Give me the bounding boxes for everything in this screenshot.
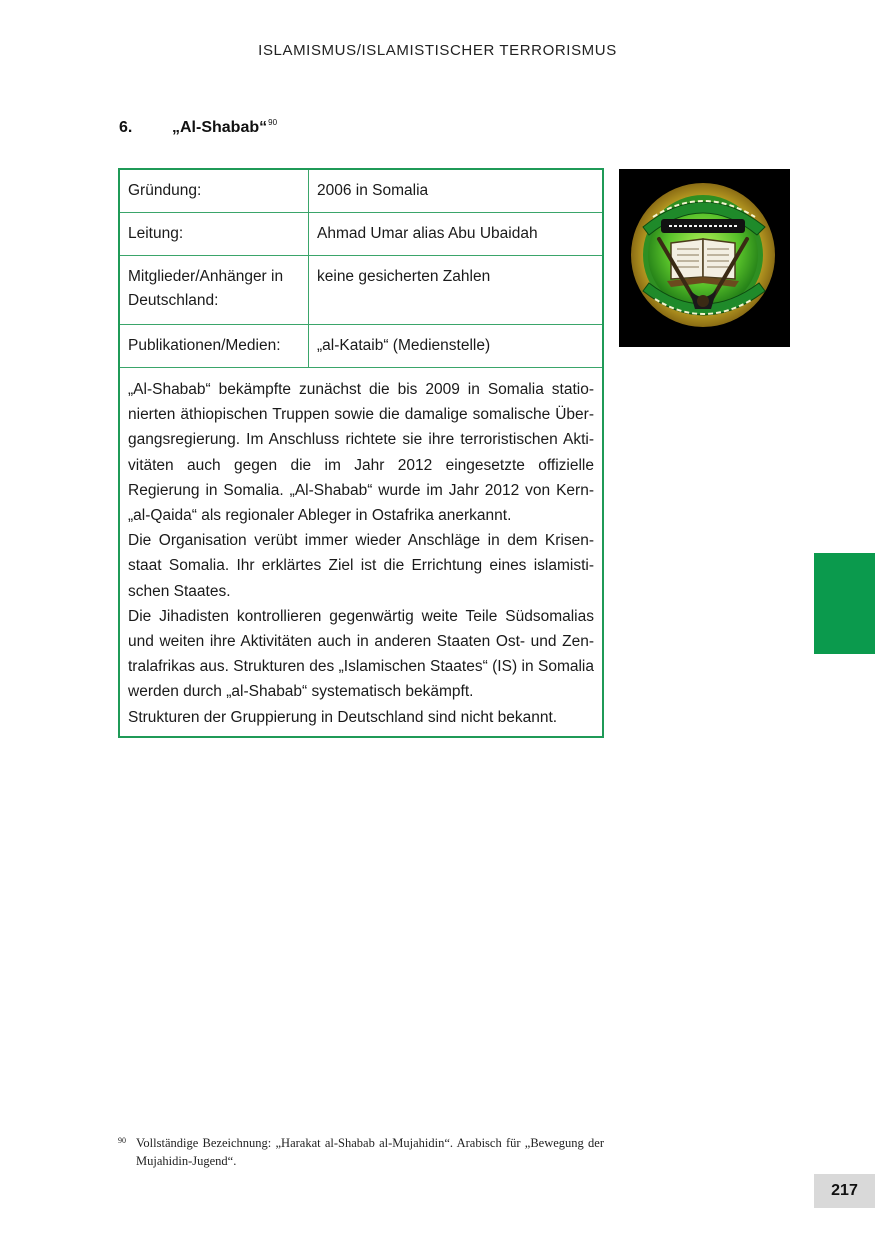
description-paragraph: „Al-Shabab“ bekämpfte zunächst die bis 2009 in Somalia stationierten äthiopischen Truppen sowie die damalige somalische Übergangsregierung. Im Anschluss richtete sie ihre terroristischen Aktivitäten auch gegen die im Jahr 2012 eingesetzte offizielle Regierung in Somalia. „Al-Shabab“ wurde im Jahr 2012 von Kern-„al-Qaida“ als regionaler Ableger in Ostafrika anerkannt. xyxy=(128,381,594,525)
organization-logo xyxy=(619,169,790,347)
section-heading xyxy=(119,118,277,137)
al-shabab-emblem-icon xyxy=(619,169,790,347)
profile-row-publications xyxy=(120,325,602,368)
profile-value: keine gesicherten Zahlen xyxy=(309,256,603,325)
section-number: 6. xyxy=(119,119,133,136)
profile-value: „al-Kataib“ (Medienstelle) xyxy=(309,325,603,368)
footnote-reference[interactable]: 90 xyxy=(268,118,278,127)
profile-description xyxy=(120,368,602,736)
footnote-number: 90 xyxy=(118,1136,126,1145)
footnote-text: Vollständige Bezeichnung: „Harakat al-Shabab al-Mujahidin“. Arabisch für „Bewegung der Mujahidin-Jugend“. xyxy=(136,1136,604,1168)
profile-table xyxy=(120,170,602,368)
profile-row-members xyxy=(120,256,602,325)
running-header: ISLAMISMUS/ISLAMISTISCHER TERRORISMUS xyxy=(258,42,617,59)
footnote xyxy=(118,1134,604,1170)
description-paragraph: Strukturen der Gruppierung in Deutschland sind nicht bekannt. xyxy=(128,708,558,726)
profile-value: 2006 in Somalia xyxy=(309,170,603,213)
description-paragraph: Die Jihadisten kontrollieren gegenwärtig weite Teile Südsomalias und weiten ihre Aktivitäten auch in anderen Staaten Ost- und Zentralafrikas aus. Strukturen des „Islamischen Staates“ (IS) in Somalia werden durch „al-Shabab“ systematisch bekämpft. xyxy=(128,607,594,701)
profile-value: Ahmad Umar alias Abu Ubaidah xyxy=(309,213,603,256)
chapter-tab xyxy=(814,553,875,654)
profile-row-leadership xyxy=(120,213,602,256)
profile-row-founding xyxy=(120,170,602,213)
description-paragraph: Die Organisation verübt immer wieder Anschläge in dem Krisenstaat Somalia. Ihr erklärtes Ziel ist die Errichtung eines islamistischen Staates. xyxy=(128,532,594,600)
profile-label: Leitung: xyxy=(120,213,309,256)
profile-box xyxy=(118,168,604,738)
page-number: 217 xyxy=(814,1174,875,1208)
section-title: „Al-Shabab“ xyxy=(172,119,268,136)
profile-label: Gründung: xyxy=(120,170,309,213)
profile-label: Publikationen/Medien: xyxy=(120,325,309,368)
profile-label: Mitglieder/Anhänger in Deutschland: xyxy=(120,256,309,325)
